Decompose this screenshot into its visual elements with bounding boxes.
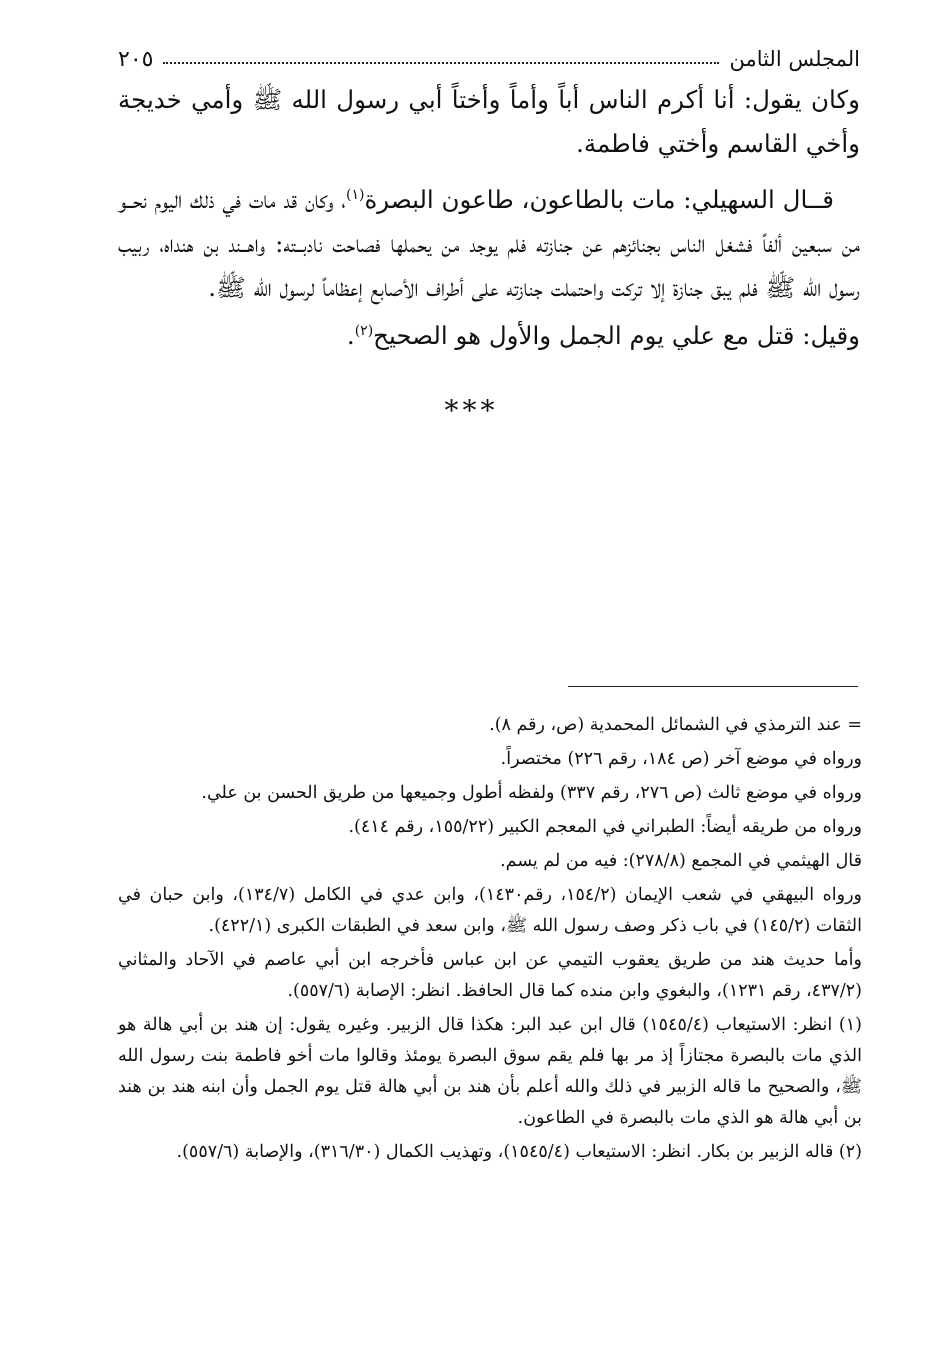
footnotes: [118, 710, 862, 1171]
footnote-line: ورواه في موضع آخر (ص ١٨٤، رقم ٢٢٦) مختصراً.: [500, 749, 862, 769]
page-number: ٢٠٥: [118, 46, 154, 72]
header-dot-leader: [163, 62, 719, 64]
footnote-divider: [568, 686, 858, 687]
footnote-line: = عند الترمذي في الشمائل المحمدية (ص، رقم ٨).: [489, 715, 862, 735]
footnote-line: قال الهيثمي في المجمع (٢٧٨/٨): فيه من لم يسم.: [500, 851, 862, 871]
paragraph-2-rest: ، وكان قد مات في ذلك اليوم نحــو من سبعين ألفاً فشغل الناس بجنائزهم عن جنازته فلم يوجد من يحملها فصاحت نادبــته: واهــند بن هنداه، ربيب رسول الله ﷺ فلم يبق جنازة إلا تركت واحتملت جنازته على أطراف الأصابع إعظاماً لرسول الله ﷺ.: [118, 185, 860, 302]
main-text: [118, 78, 860, 358]
footnote-1: (١) انظر: الاستيعاب (١٥٤٥/٤) قال ابن عبد البر: هكذا قال الزبير. وغيره يقول: إن هند بن أبي هالة هو الذي مات بالبصرة مجتازاً إذ مر بها فلم يقم سوق البصرة يومئذ وقالوا مات أخو فاطمة بنت رسول الله ﷺ، والصحيح ما قاله الزبير في ذلك والله أعلم بأن هند بن أبي هالة قتل يوم الجمل وأن ابنه هند بن هند بن أبي هالة هو الذي مات بالبصرة في الطاعون.: [118, 1015, 862, 1128]
paragraph-3-start: وقيل: قتل مع علي يوم الجمل والأول هو الصحيح: [373, 321, 860, 350]
section-separator: ***: [444, 394, 499, 427]
footnote-line: ورواه من طريقه أيضاً: الطبراني في المعجم الكبير (١٥٥/٢٢، رقم ٤١٤).: [348, 817, 862, 837]
running-header: [118, 42, 860, 76]
footnote-line: وأما حديث هند من طريق يعقوب التيمي عن ابن عباس فأخرجه ابن أبي عاصم في الآحاد والمثاني (٤٣٧/٢، رقم ١٢٣١)، والبغوي وابن منده كما قال الحافظ. انظر: الإصابة (٥٥٧/٦).: [118, 950, 862, 1001]
paragraph-2-start: قــال السهيلي: مات بالطاعون، طاعون البصرة: [364, 185, 834, 214]
paragraph-3-end: .: [346, 321, 355, 350]
footnote-2: (٢) قاله الزبير بن بكار. انظر: الاستيعاب (١٥٤٥/٤)، وتهذيب الكمال (٣١٦/٣٠)، والإصابة (٥٥٧/٦).: [176, 1142, 862, 1162]
footnote-ref-1: (١): [346, 186, 365, 203]
paragraph-2: [118, 178, 860, 310]
paragraph-3: [118, 314, 860, 358]
footnote-line: ورواه في موضع ثالث (ص ٢٧٦، رقم ٣٣٧) ولفظه أطول وجميعها من طريق الحسن بن علي.: [201, 783, 862, 803]
paragraph-1: وكان يقول: أنا أكرم الناس أباً وأماً وأختاً أبي رسول الله ﷺ وأمي خديجة وأخي القاسم وأختي فاطمة.: [118, 85, 860, 158]
chapter-title: المجلس الثامن: [729, 47, 860, 71]
footnote-ref-2: (٢): [354, 322, 374, 339]
footnote-line: ورواه البيهقي في شعب الإيمان (١٥٤/٢، رقم١٤٣٠)، وابن عدي في الكامل (١٣٤/٧)، وابن حبان في الثقات (١٤٥/٢) في باب ذكر وصف رسول الله ﷺ، وابن سعد في الطبقات الكبرى (٤٢٢/١).: [118, 885, 862, 936]
